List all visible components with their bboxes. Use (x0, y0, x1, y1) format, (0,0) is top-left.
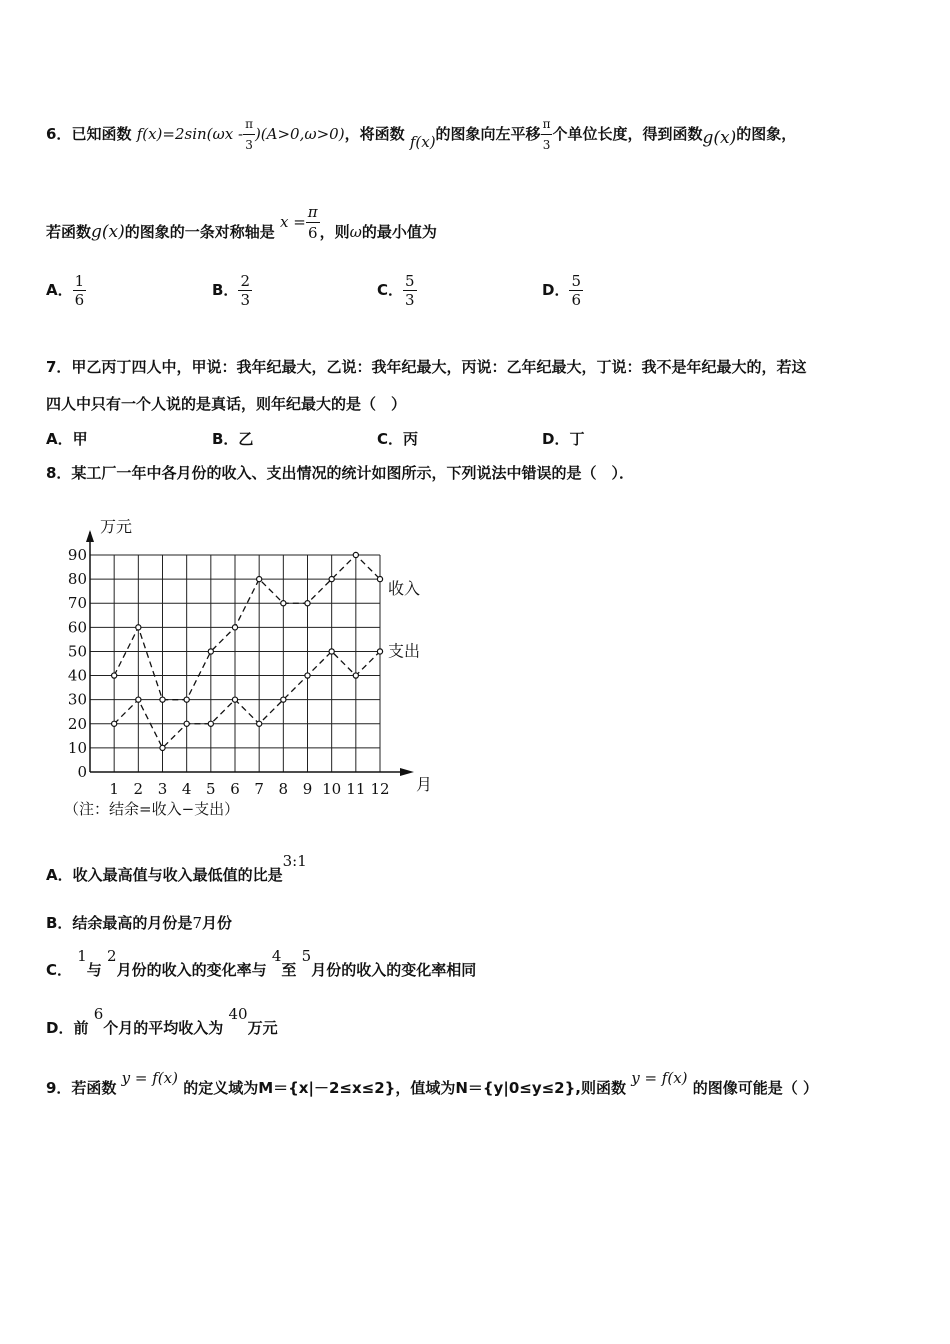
x-tick-label: 11 (346, 780, 366, 798)
data-point (281, 697, 286, 702)
frac-num: 5 (405, 272, 415, 290)
data-point (232, 625, 237, 630)
q8-option-a[interactable] (46, 852, 307, 885)
q6-option-a[interactable] (46, 272, 86, 309)
series-label: 收入 (388, 579, 421, 599)
data-point (305, 601, 310, 606)
q9-stem (46, 1069, 818, 1098)
x-axis-title: 月 (416, 775, 433, 794)
q7-option-b[interactable]: B．乙 (212, 430, 254, 448)
option-fraction (569, 272, 583, 309)
y-tick-label: 20 (67, 714, 87, 733)
y-axis-title: 万元 (100, 517, 133, 536)
y-tick-label: 60 (67, 618, 87, 637)
data-point (377, 649, 382, 654)
frac-den: 6 (74, 291, 85, 309)
q6-pi-over-3 (243, 114, 255, 155)
q6-line1 (46, 114, 796, 155)
data-point (329, 577, 334, 582)
y-tick-label: 10 (67, 738, 87, 757)
q6-omega: ω (349, 223, 362, 241)
y-tick-label: 80 (67, 570, 87, 589)
q6-pi-over-6 (306, 202, 320, 243)
data-point (184, 721, 189, 726)
option-text: 月份的收入的变化率与 (116, 961, 267, 979)
q6-axis-eq (280, 203, 320, 242)
y-tick-label: 0 (77, 763, 87, 781)
option-text: A．收入最高值与收入最低值的比是 (46, 866, 283, 884)
q6-option-c[interactable] (377, 272, 417, 309)
x-tick-label: 8 (278, 780, 289, 798)
q6-text: 的最小值为 (361, 223, 437, 241)
frac-num: 5 (571, 272, 581, 290)
data-point (305, 673, 310, 678)
x-tick-label: 12 (370, 780, 390, 798)
q7-line1: 7．甲乙丙丁四人中，甲说：我年纪最大，乙说：我年纪最大，丙说：乙年纪最大，丁说：我不是年纪最大的，若这 (46, 358, 807, 376)
q6-text: 的图象向左平移 (435, 125, 541, 143)
x-tick-label: 10 (322, 780, 342, 798)
data-point (257, 721, 262, 726)
data-point (257, 577, 262, 582)
x-axis-arrow (400, 768, 414, 776)
q7-option-a[interactable]: A．甲 (46, 430, 88, 448)
y-tick-label: 40 (67, 666, 87, 685)
q7-option-c[interactable]: C．丙 (377, 430, 419, 448)
q7-option-d[interactable]: D．丁 (542, 430, 585, 448)
q6-shift-fraction (541, 114, 553, 155)
series-label: 支出 (388, 641, 421, 661)
data-point (281, 601, 286, 606)
option-text: C． (46, 961, 73, 979)
income-expense-chart (60, 510, 440, 830)
frac-num: π (542, 117, 551, 131)
x-tick-label: 3 (157, 780, 168, 798)
q6-function-condition: )(A>0,ω>0) (254, 125, 345, 143)
q6-option-b[interactable] (212, 272, 252, 309)
q6-fx: f(x) (409, 133, 436, 151)
option-text: 万元 (247, 1019, 278, 1037)
option-number: 4 (271, 947, 282, 965)
option-number: 7 (192, 914, 202, 932)
q6-line2 (46, 203, 437, 253)
q6-number: 6． (46, 125, 72, 143)
q6-text: ，则 (319, 223, 350, 241)
q6-text: ，将函数 (344, 125, 405, 143)
frac-num: 1 (74, 272, 85, 290)
q6-text: 的图象， (736, 125, 797, 143)
data-point (160, 745, 165, 750)
q9-text: 的图像可能是（ ） (692, 1079, 818, 1097)
option-text: B．结余最高的月份是 (46, 914, 193, 932)
frac-num: 2 (240, 272, 250, 290)
option-fraction (403, 272, 417, 309)
option-number: 40 (228, 1005, 248, 1023)
x-tick-label: 6 (230, 780, 240, 798)
x-tick-label: 1 (109, 780, 119, 798)
q9-function: y = f(x) (631, 1069, 688, 1087)
x-tick-label: 7 (254, 780, 264, 798)
option-label: D． (542, 281, 570, 299)
data-point (136, 625, 141, 630)
data-point (136, 697, 141, 702)
q8-ratio: 3:1 (282, 852, 307, 870)
option-number: 5 (301, 947, 312, 965)
data-point (208, 721, 213, 726)
data-point (232, 697, 237, 702)
q9-text: 的定义域为M＝{x|－2≤x≤2}，值域为N＝{y|0≤y≤2},则函数 (183, 1079, 626, 1097)
option-fraction (238, 272, 252, 309)
x-tick-label: 9 (302, 780, 313, 798)
q6-gx: g(x) (91, 222, 125, 242)
frac-den: 3 (240, 291, 250, 309)
option-fraction (73, 272, 87, 309)
option-text: 至 (281, 961, 297, 979)
q8-option-b[interactable] (46, 913, 232, 933)
q6-function-def: f(x)=2sin(ωx - (136, 125, 244, 143)
option-label: B． (212, 281, 239, 299)
data-point (112, 673, 117, 678)
q6-gx: g(x) (702, 128, 737, 148)
data-point (184, 697, 189, 702)
y-axis-arrow (86, 530, 94, 542)
y-tick-label: 70 (67, 594, 87, 613)
x-tick-label: 4 (181, 780, 192, 798)
q8-option-c[interactable] (46, 947, 477, 980)
option-number: 6 (93, 1005, 104, 1023)
q8-stem: 8．某工厂一年中各月份的收入、支出情况的统计如图所示，下列说法中错误的是（ ）． (46, 464, 634, 482)
q6-text: 个单位长度，得到函数 (552, 125, 703, 143)
frac-den: 6 (306, 222, 320, 243)
data-point (377, 577, 382, 582)
option-text: 与 (86, 961, 102, 979)
data-point (353, 673, 358, 678)
frac-den: 3 (243, 134, 255, 155)
q6-text: 的图象的一条对称轴是 (124, 223, 275, 241)
q6-option-d[interactable] (542, 272, 583, 309)
frac-num: π (245, 117, 253, 131)
option-number: 2 (107, 947, 117, 965)
option-text: 月份的收入的变化率相同 (311, 961, 477, 979)
option-label: C． (377, 281, 404, 299)
x-tick-label: 5 (206, 780, 216, 798)
data-point (329, 649, 334, 654)
q9-function: y = f(x) (121, 1069, 178, 1087)
q7-line2: 四人中只有一个人说的是真话，则年纪最大的是（ ） (46, 395, 407, 413)
frac-den: 3 (541, 134, 553, 155)
frac-num: π (307, 203, 318, 221)
q6-text: 若函数 (46, 223, 92, 241)
option-label: A． (46, 281, 73, 299)
x-tick-label: 2 (133, 780, 144, 798)
data-point (353, 552, 358, 557)
option-text: 个月的平均收入为 (103, 1019, 224, 1037)
data-point (208, 649, 213, 654)
frac-den: 6 (571, 291, 581, 309)
option-text: 月份 (201, 914, 232, 932)
frac-den: 3 (405, 291, 415, 309)
y-tick-label: 30 (67, 690, 87, 709)
data-point (160, 697, 165, 702)
q9-text: 9．若函数 (46, 1079, 117, 1097)
option-number: 1 (77, 947, 87, 965)
y-tick-label: 50 (67, 642, 87, 661)
chart-note: （注：结余=收入−支出） (64, 800, 240, 818)
option-text: D．前 (46, 1019, 89, 1037)
y-tick-label: 90 (67, 546, 87, 564)
q8-option-d[interactable] (46, 1005, 278, 1038)
data-point (112, 721, 117, 726)
q6-text: 已知函数 (71, 125, 132, 143)
q6-x-eq: x = (280, 213, 306, 231)
